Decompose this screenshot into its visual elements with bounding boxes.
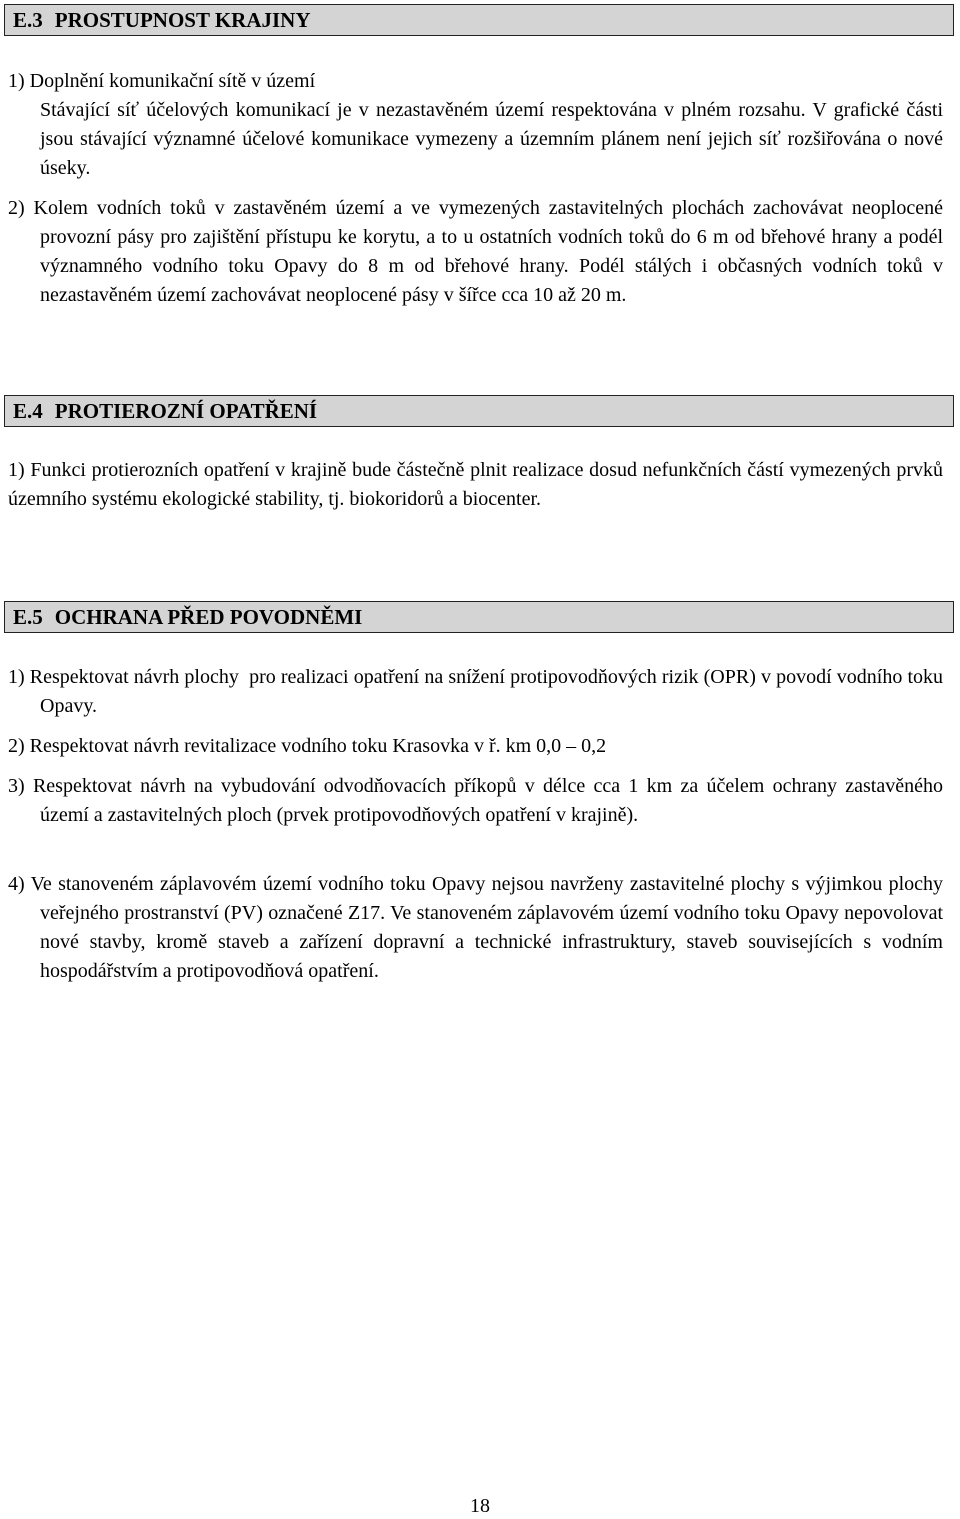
paragraph-e3-1: Stávající síť účelových komunikací je v nezastavěném území respektována v plném rozsahu. V grafické části jsou stávající významné účelové komunikace vymezeny a územním plánem není jejich síť rozšiřována o nové úseky. xyxy=(40,99,948,179)
section-header-e4 xyxy=(4,395,954,427)
paragraph-e5-2: 2) Respektovat návrh revitalizace vodního toku Krasovka v ř. km 0,0 – 0,2 xyxy=(8,735,607,757)
section-number: E.3 xyxy=(13,8,43,32)
section-number: E.5 xyxy=(13,605,43,629)
section-header-e3 xyxy=(4,4,954,36)
paragraph-e5-1: 1) Respektovat návrh plochy pro realizaci opatření na snížení protipovodňových rizik (OPR) v povodí vodního toku Opavy. xyxy=(8,666,948,717)
section-number: E.4 xyxy=(13,399,43,423)
item-title-e3-1: 1) Doplnění komunikační sítě v území xyxy=(8,70,316,92)
section-header-e5 xyxy=(4,601,954,633)
paragraph-e4-1: 1) Funkci protierozních opatření v krajině bude částečně plnit realizace dosud nefunkčních částí vymezených prvků územního systému ekologické stability, tj. biokoridorů a biocenter. xyxy=(8,459,948,510)
paragraph-e3-2: 2) Kolem vodních toků v zastavěném území a ve vymezených zastavitelných plochách zachovávat neoplocené provozní pásy pro zajištění přístupu ke korytu, a to u ostatních vodních toků do 6 m od břehové hrany a podél významného vodního toku Opavy do 8 m od břehové hrany. Podél stálých i občasných vodních toků v nezastavěném území zachovávat neoplocené pásy v šířce cca 10 až 20 m. xyxy=(8,197,948,306)
paragraph-e5-3: 3) Respektovat návrh na vybudování odvodňovacích příkopů v délce cca 1 km za účelem ochrany zastavěného území a zastavitelných ploch (prvek protipovodňových opatření v krajině). xyxy=(8,775,948,826)
section-title: PROSTUPNOST KRAJINY xyxy=(54,8,311,32)
section-title: OCHRANA PŘED POVODNĚMI xyxy=(54,605,363,629)
paragraph-e5-4: 4) Ve stanoveném záplavovém území vodního toku Opavy nejsou navrženy zastavitelné plochy s výjimkou plochy veřejného prostranství (PV) označené Z17. Ve stanoveném záplavovém území vodního toku Opavy nepovolovat nové stavby, kromě staveb a zařízení dopravní a technické infrastruktury, staveb souvisejících s vodním hospodářstvím a protipovodňová opatření. xyxy=(8,873,948,982)
section-title: PROTIEROZNÍ OPATŘENÍ xyxy=(54,399,318,423)
page-number: 18 xyxy=(470,1495,490,1517)
